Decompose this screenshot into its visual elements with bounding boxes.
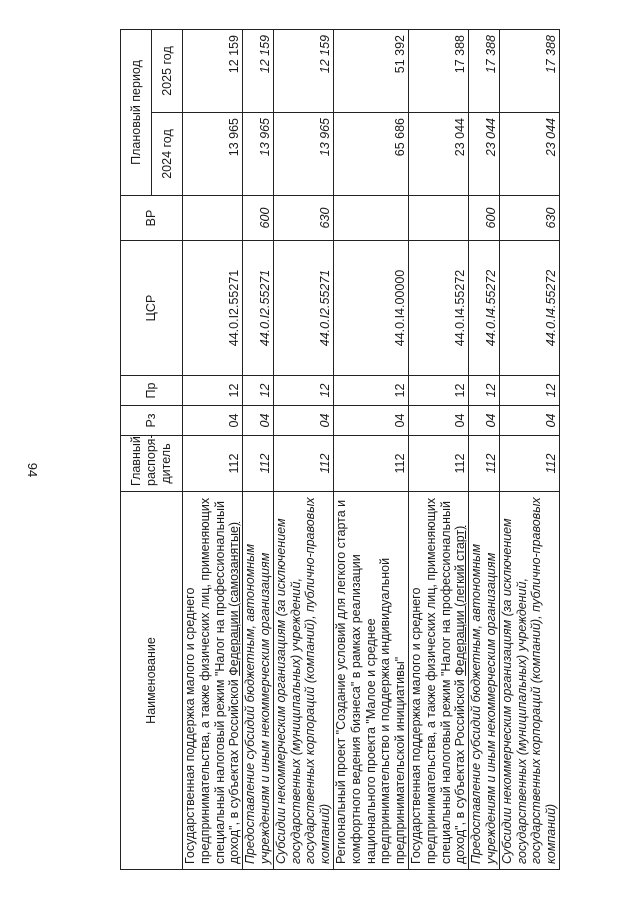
row-gr: 112: [499, 436, 559, 492]
row-vr: 600: [243, 196, 274, 241]
row-gr: 112: [469, 436, 500, 492]
row-2025: 17 388: [469, 29, 500, 112]
row-2025: 12 159: [243, 29, 274, 112]
row-pr: 12: [273, 376, 333, 406]
table-row: [499, 29, 559, 869]
header-vr: ВР: [121, 196, 183, 241]
row-name: Предоставление субсидий бюджетным, автономным учреждениям и иным некоммерческим организациям: [469, 492, 500, 870]
row-name: Государственная поддержка малого и среднего предпринимательства, а также физических лиц, применяющих специальный налоговый режим "Налог на профессиональный доход", в субъектах Российской Федерации (самозанятые): [183, 492, 243, 870]
row-pr: 12: [183, 376, 243, 406]
row-2025: 51 392: [333, 29, 408, 112]
row-vr: [183, 196, 243, 241]
row-csr: 44.0.I4.55272: [499, 241, 559, 376]
row-pr: 12: [408, 376, 468, 406]
table-row: [333, 29, 408, 869]
header-2024: 2024 год: [152, 113, 183, 196]
header-pr: Пр: [121, 376, 183, 406]
header-2025: 2025 год: [152, 29, 183, 112]
row-2025: 17 388: [408, 29, 468, 112]
row-csr: 44.0.I2.55271: [273, 241, 333, 376]
row-vr: 600: [469, 196, 500, 241]
table-row: [243, 29, 274, 869]
row-vr: 630: [273, 196, 333, 241]
row-vr: [333, 196, 408, 241]
row-rz: 04: [499, 406, 559, 436]
row-gr: 112: [273, 436, 333, 492]
row-2024: 23 044: [469, 113, 500, 196]
table-row: [408, 29, 468, 869]
header-rz: Рз: [121, 406, 183, 436]
row-gr: 112: [333, 436, 408, 492]
row-rz: 04: [183, 406, 243, 436]
row-2024: 13 965: [243, 113, 274, 196]
row-rz: 04: [333, 406, 408, 436]
row-2025: 12 159: [273, 29, 333, 112]
row-csr: 44.0.I4.55272: [408, 241, 468, 376]
row-gr: 112: [183, 436, 243, 492]
budget-table: [120, 29, 560, 870]
row-csr: 44.0.I2.55271: [183, 241, 243, 376]
row-2024: 13 965: [273, 113, 333, 196]
page-number: 94: [25, 462, 40, 478]
header-name: Наименование: [121, 492, 183, 870]
table-row: [273, 29, 333, 869]
row-2025: 17 388: [499, 29, 559, 112]
row-2024: 65 686: [333, 113, 408, 196]
row-rz: 04: [408, 406, 468, 436]
row-vr: [408, 196, 468, 241]
row-pr: 12: [469, 376, 500, 406]
header-gr: Главный распоря- дитель: [121, 436, 183, 492]
row-name: Предоставление субсидий бюджетным, автономным учреждениям и иным некоммерческим организациям: [243, 492, 274, 870]
row-name: Субсидии некоммерческим организациям (за исключением государственных (муниципальных) учреждений, государственных корпораций (компаний), публично-правовых компаний): [273, 492, 333, 870]
row-csr: 44.0.I4.00000: [333, 241, 408, 376]
rotated-page: [120, 30, 640, 870]
header-csr: ЦСР: [121, 241, 183, 376]
row-rz: 04: [273, 406, 333, 436]
row-gr: 112: [243, 436, 274, 492]
table-row: [183, 29, 243, 869]
row-pr: 12: [499, 376, 559, 406]
row-2024: 23 044: [408, 113, 468, 196]
row-vr: 630: [499, 196, 559, 241]
row-rz: 04: [243, 406, 274, 436]
header-period: Плановый период: [121, 29, 152, 195]
row-2024: 23 044: [499, 113, 559, 196]
row-gr: 112: [408, 436, 468, 492]
row-2024: 13 965: [183, 113, 243, 196]
row-rz: 04: [469, 406, 500, 436]
row-name: Государственная поддержка малого и среднего предпринимательства, а также физических лиц, применяющих специальный налоговый режим "Налог на профессиональный доход", в субъектах Российской Федерации (легкий старт): [408, 492, 468, 870]
row-csr: 44.0.I4.55272: [469, 241, 500, 376]
row-pr: 12: [333, 376, 408, 406]
row-2025: 12 159: [183, 29, 243, 112]
table-row: [469, 29, 500, 869]
row-name: Региональный проект "Создание условий для легкого старта и комфортного ведения бизнеса" в рамках реализации национального проекта "Малое и среднее предпринимательство и поддержка индивидуальной предпринимательской инициативы": [333, 492, 408, 870]
row-name: Субсидии некоммерческим организациям (за исключением государственных (муниципальных) учреждений, государственных корпораций (компаний), публично-правовых компаний): [499, 492, 559, 870]
row-pr: 12: [243, 376, 274, 406]
row-csr: 44.0.I2.55271: [243, 241, 274, 376]
